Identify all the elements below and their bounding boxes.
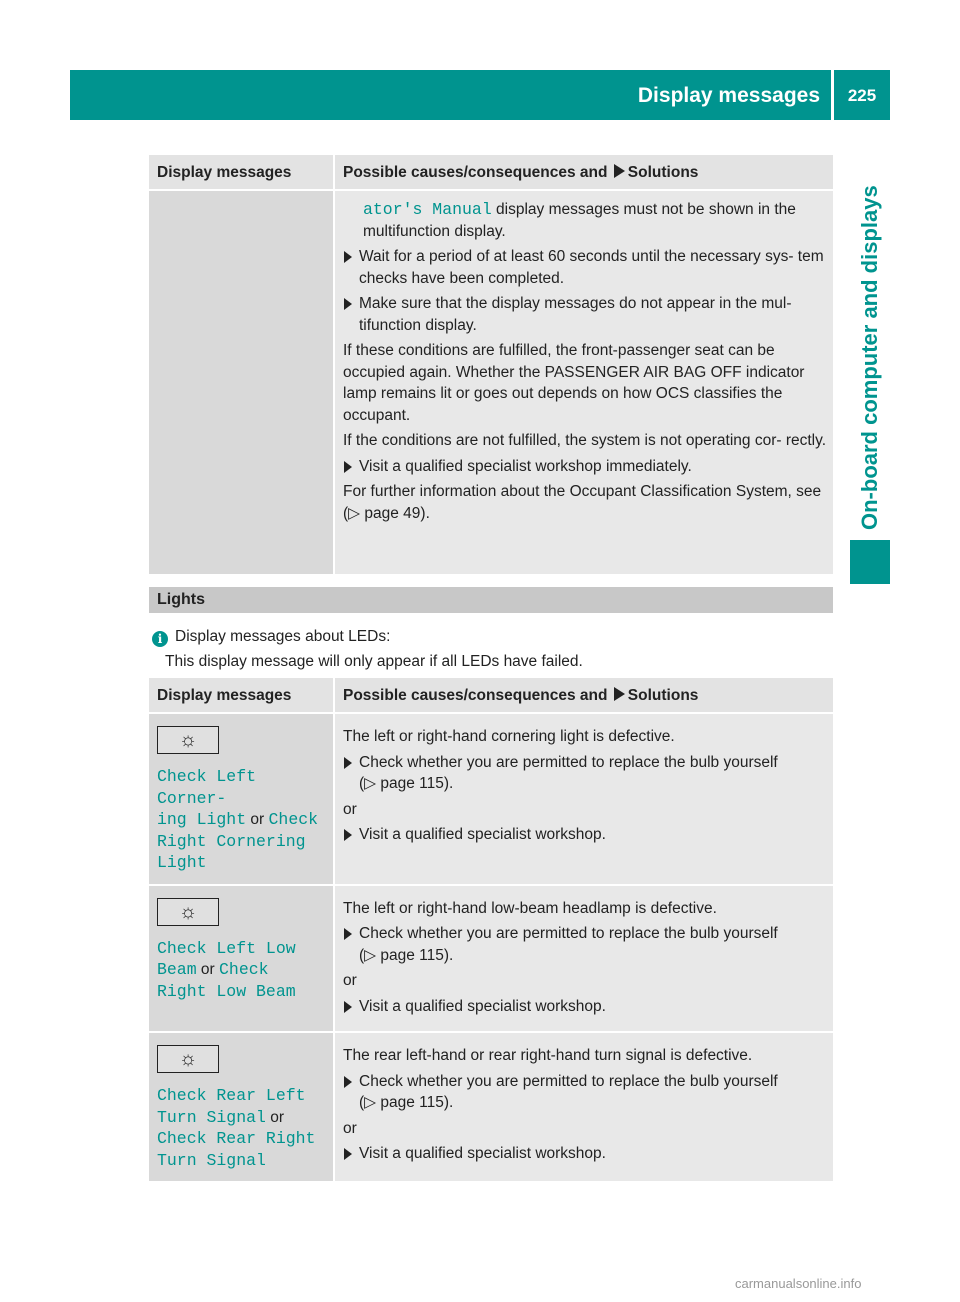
bulb-icon: ☼ bbox=[157, 898, 219, 926]
lights-messages-table bbox=[149, 678, 833, 1181]
paragraph-conditions-not-fulfilled: If the conditions are not fulfilled, the system is not operating cor- rectly. bbox=[343, 432, 827, 449]
instruction-visit-workshop: Visit a qualified specialist workshop. bbox=[343, 1143, 827, 1165]
info-icon: i bbox=[152, 631, 168, 647]
table-row bbox=[149, 884, 833, 1032]
side-tab-label: On-board computer and displays bbox=[857, 185, 882, 530]
causes-cell: The left or right-hand low-beam headlamp is defective. Check whether you are permitted to replace the bulb yourself (▷ page 115). or Visit a qualified specialist workshop. bbox=[335, 884, 833, 1032]
info-note: i Display messages about LEDs: This display message will only appear if all LEDs have failed. bbox=[152, 624, 583, 674]
instruction-visit-workshop: Visit a qualified specialist workshop. bbox=[343, 824, 827, 846]
display-message-cell bbox=[149, 189, 335, 574]
header-title: Display messages bbox=[637, 84, 820, 107]
page-header bbox=[70, 70, 890, 120]
page-number: 225 bbox=[847, 86, 877, 105]
watermark: carmanualsonline.info bbox=[735, 1276, 862, 1291]
bulb-icon: ☼ bbox=[157, 1045, 219, 1073]
table-row bbox=[149, 712, 833, 884]
instruction-check-bulb: Check whether you are permitted to replace the bulb yourself (▷ page 115). bbox=[343, 923, 827, 966]
solutions-arrow-icon bbox=[614, 164, 625, 178]
col-header-display-messages: Display messages bbox=[149, 155, 335, 189]
instruction-check-display: Make sure that the display messages do not appear in the mul- tifunction display. bbox=[343, 293, 827, 336]
section-heading-lights: Lights bbox=[149, 587, 833, 613]
solutions-arrow-icon bbox=[614, 687, 625, 701]
display-message-cell: ☼ Check Left Low Beam or Check Right Low Beam bbox=[149, 884, 335, 1032]
col-header-causes: Possible causes/consequences and Solutions bbox=[335, 678, 833, 712]
display-message-cell: ☼ Check Left Corner‐ ing Light or Check Right Cornering Light bbox=[149, 712, 335, 884]
instruction-visit-workshop: Visit a qualified specialist workshop. bbox=[343, 996, 827, 1018]
bulb-icon: ☼ bbox=[157, 726, 219, 754]
instruction-check-bulb: Check whether you are permitted to replace the bulb yourself (▷ page 115). bbox=[343, 752, 827, 795]
table-row bbox=[149, 1031, 833, 1181]
col-header-display-messages: Display messages bbox=[149, 678, 335, 712]
side-tab-block bbox=[850, 540, 890, 584]
instruction-wait: Wait for a period of at least 60 seconds until the necessary sys- tem checks have been completed. bbox=[343, 246, 827, 289]
messages-table-continued bbox=[149, 155, 833, 574]
paragraph-further-info: For further information about the Occupant Classification System, see (▷ page 49). bbox=[343, 483, 822, 522]
paragraph-conditions-fulfilled: If these conditions are fulfilled, the front-passenger seat can be occupied again. Whether the PASSENGER AIR BAG OFF indicator lamp remains lit or goes out depends on how OCS classifies the occupant. bbox=[343, 342, 805, 424]
causes-cell: The rear left-hand or rear right-hand turn signal is defective. Check whether you are permitted to replace the bulb yourself (▷ page 115). or Visit a qualified specialist workshop. bbox=[335, 1031, 833, 1181]
instruction-check-bulb: Check whether you are permitted to replace the bulb yourself (▷ page 115). bbox=[343, 1071, 827, 1114]
col-header-causes: Possible causes/consequences and Solutions bbox=[335, 155, 833, 189]
continued-text: ator's Manual display messages must not be shown in the multifunction display. bbox=[363, 200, 796, 240]
operators-manual-message: ator's Manual bbox=[363, 200, 492, 219]
display-message-cell: ☼ Check Rear Left Turn Signal or Check Rear Right Turn Signal bbox=[149, 1031, 335, 1181]
instruction-visit-workshop: Visit a qualified specialist workshop immediately. bbox=[343, 456, 827, 478]
causes-cell: The left or right-hand cornering light is defective. Check whether you are permitted to replace the bulb yourself (▷ page 115). or Visit a qualified specialist workshop. bbox=[335, 712, 833, 884]
causes-cell bbox=[335, 189, 833, 574]
